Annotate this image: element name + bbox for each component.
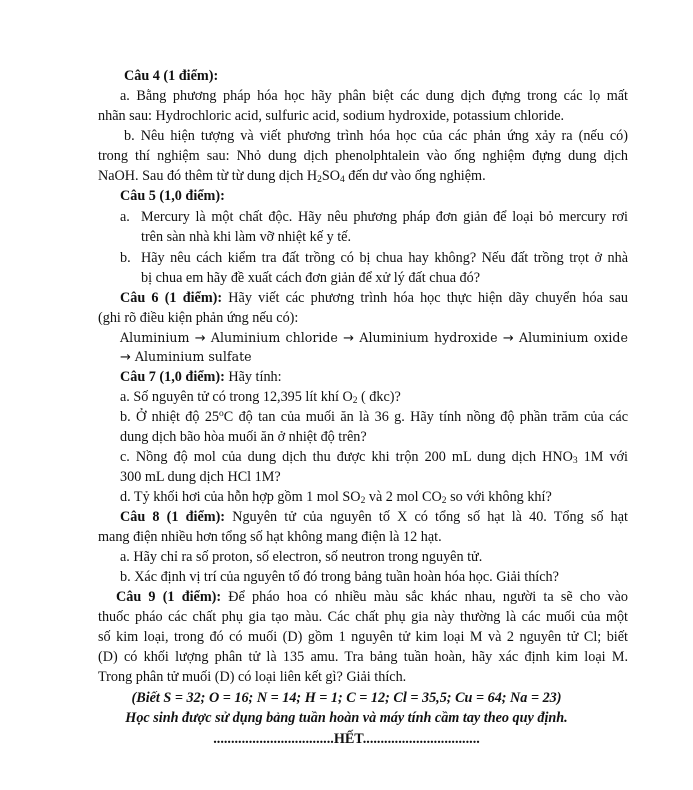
q5-a-line2: trên sàn nhà khi làm vỡ nhiệt kế y tế. [141, 229, 352, 245]
q7-b-line2: dung dịch bão hòa muối ăn ở nhiệt độ trên? [120, 429, 367, 445]
q9-line2: thuốc pháo các chất phụ gia tạo màu. Các chất phụ gia này thường là các muối của một [98, 609, 628, 625]
arrow-icon: → [194, 331, 206, 346]
q5-b-marker: b. [120, 250, 131, 266]
q5-b-line2: bị chua em hãy đề xuất cách đơn giản để xử lý đất chua đó? [141, 270, 481, 286]
atomic-masses-note: (Biết S = 32; O = 16; N = 14; H = 1; C = 12; Cl = 35,5; Cu = 64; Na = 23) [131, 690, 562, 706]
q9-line5: Trong phân tử muối (D) có loại liên kết gì? Giải thích. [98, 669, 407, 685]
q6-chain-last [120, 347, 252, 368]
q6-line2: (ghi rõ điều kiện phản ứng nếu có): [98, 310, 299, 326]
q5-a-marker: a. [120, 209, 130, 225]
q6-line1: Câu 6 (1 điểm): Hãy viết các phương trình hóa học thực hiện dãy chuyển hóa sau [120, 290, 628, 306]
q8-b: b. Xác định vị trí của nguyên tố đó trong bảng tuần hoàn hóa học. Giải thích? [120, 569, 559, 585]
q8-line2: mang điện nhiều hơn tổng số hạt không mang điện là 12 hạt. [98, 529, 442, 545]
q8-a: a. Hãy chỉ ra số proton, số electron, số neutron trong nguyên tử. [120, 549, 483, 565]
q7-c-line2: 300 mL dung dịch HCl 1M? [120, 469, 281, 485]
end-marker: ..................................HẾT................................. [213, 731, 480, 747]
q7-d: d. Tỷ khối hơi của hỗn hợp gồm 1 mol $SO_2$ và 2 mol $CO_2$ so với không khí? [120, 489, 552, 506]
chain-step-5: Aluminium sulfate [134, 349, 252, 364]
calculator-note: Học sinh được sử dụng bảng tuần hoàn và máy tính cầm tay theo quy định. [125, 710, 568, 726]
q5-heading: Câu 5 (1,0 điểm): [120, 188, 225, 204]
q5-b-line1: Hãy nêu cách kiểm tra đất trồng có bị chua hay không? Nếu đất trồng trọt ở nhà [141, 250, 628, 266]
q7-a: a. Số nguyên tử có trong 12,395 lít khí $O_2$ ( đkc)? [120, 389, 401, 406]
q9-line4: (D) có khối lượng phân tử là 135 amu. Tra bảng tuần hoàn, hãy xác định kim loại M. [98, 649, 628, 665]
q4-a-line1: a. Bằng phương pháp hóa học hãy phân biệt các dung dịch đựng trong các lọ mất [120, 88, 628, 104]
q4-heading: Câu 4 (1 điểm): [124, 68, 219, 84]
q6-chain [120, 328, 628, 349]
q4-a-line2: nhãn sau: Hydrochloric acid, sulfuric acid, sodium hydroxide, potassium chloride. [98, 108, 565, 124]
chain-step-2: Aluminium chloride [210, 330, 338, 345]
arrow-icon: → [343, 331, 355, 346]
q7-b-line1: b. Ở nhiệt độ 25$^o$C độ tan của muối ăn là 36 g. Hãy tính nồng độ phần trăm của các [120, 409, 628, 425]
q8-line1: Câu 8 (1 điểm): Nguyên tử của nguyên tố X có tổng số hạt là 40. Tổng số hạt [120, 509, 628, 525]
q9-line1: Câu 9 (1 điểm): Để pháo hoa có nhiều màu sắc khác nhau, người ta sẽ cho vào [116, 589, 628, 605]
q4-b-line2: trong thí nghiệm sau: Nhỏ dung dịch phenolphtalein vào ống nghiệm đựng dung dịch [98, 148, 628, 164]
q4-b-line3: NaOH. Sau đó thêm từ từ dung dịch $H_2SO_4$ đến dư vào ống nghiệm. [98, 168, 486, 185]
chain-step-1: Aluminium [120, 330, 190, 345]
arrow-icon: → [120, 350, 131, 365]
q4-b-line1: b. Nêu hiện tượng và viết phương trình hóa học của các phản ứng xảy ra (nếu có) [124, 128, 628, 144]
q7-heading: Câu 7 (1,0 điểm): Hãy tính: [120, 369, 282, 385]
q7-c-line1: c. Nồng độ mol của dung dịch thu được khi trộn 200 mL dung dịch $HNO_3$ 1M với [120, 449, 628, 466]
chain-step-3: Aluminium hydroxide [359, 330, 498, 345]
arrow-icon: → [502, 331, 514, 346]
q9-line3: số kim loại, trong đó có muối (D) gồm 1 nguyên tử kim loại M và 2 nguyên tử Cl; biết [98, 629, 628, 645]
q5-a-line1: Mercury là một chất độc. Hãy nêu phương pháp đơn giản để loại bỏ mercury rơi [141, 209, 628, 225]
chain-step-4: Aluminium oxide [519, 330, 628, 345]
